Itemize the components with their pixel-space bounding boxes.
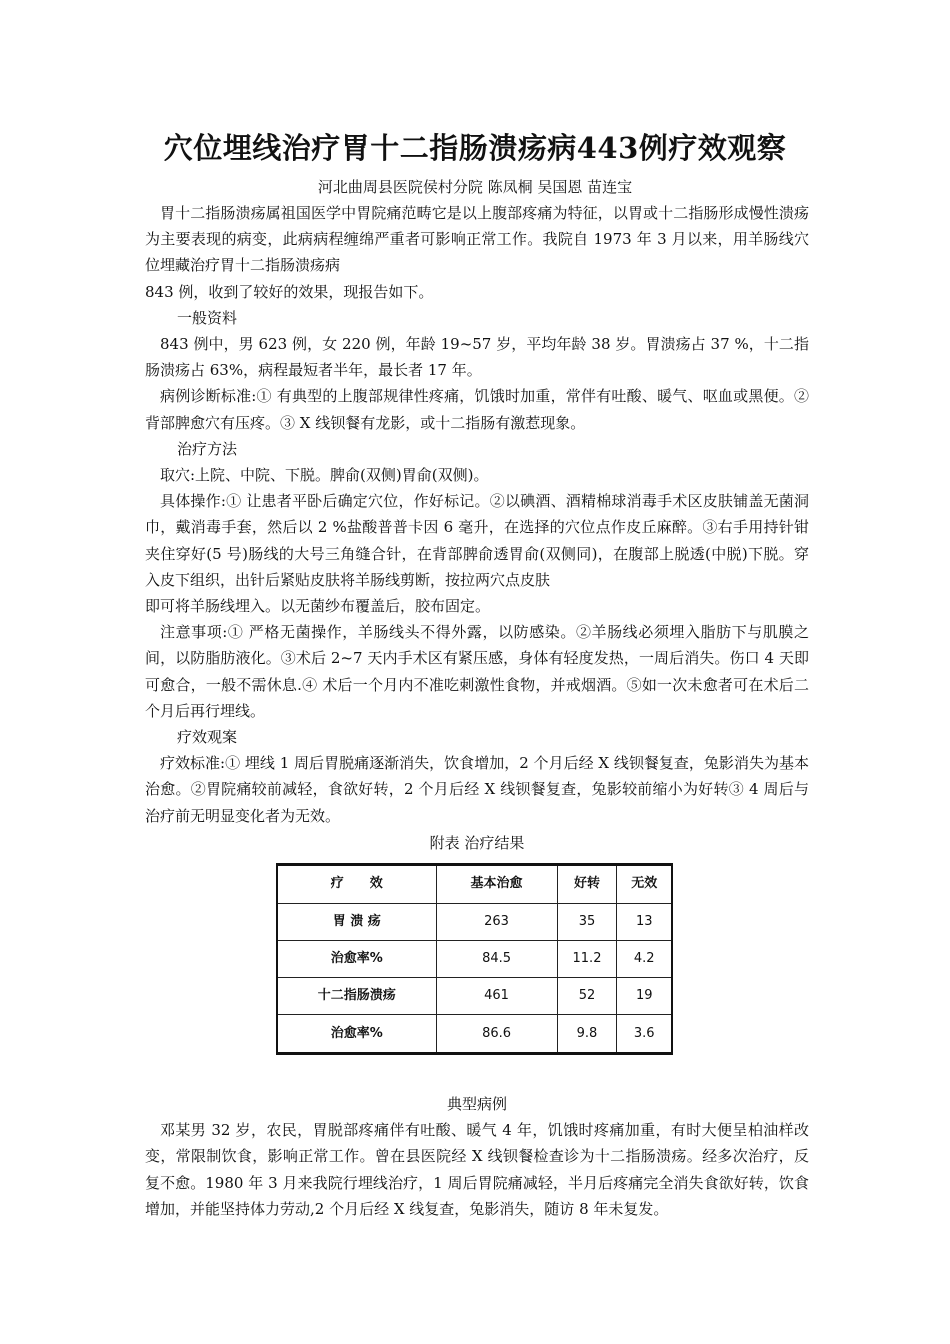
- intro-paragraph-continued: 843 例，收到了较好的效果，现报告如下。: [145, 282, 434, 301]
- results-table: [276, 863, 673, 1055]
- table-row: [277, 1015, 672, 1054]
- general-paragraph: 843 例中，男 623 例，女 220 例，年龄 19~57 岁，平均年龄 38 岁。胃溃疡占 37 %，十二指肠溃疡占 63%，病程最短者半年，最长者 17 年。: [145, 335, 809, 380]
- table-header-row: [277, 865, 672, 904]
- section-heading-effect: 疗效观案: [177, 728, 238, 747]
- table-header-cell: 好转: [557, 865, 617, 904]
- results-table-figure: [145, 856, 809, 1091]
- operation-paragraph-continued: 即可将羊肠线埋入。以无菌纱布覆盖后，胶布固定。: [145, 597, 491, 616]
- table-cell: 十二指肠溃疡: [277, 978, 436, 1015]
- table-cell: 9.8: [557, 1015, 617, 1054]
- diagnosis-paragraph: 病例诊断标准:① 有典型的上腹部规律性疼痛，饥饿时加重，常伴有吐酸、暖气、呕血或黑便。②背部脾愈穴有压疼。③ X 线钡餐有龙影，或十二指肠有激惹现象。: [145, 387, 809, 432]
- table-header-cell: 疗 效: [277, 865, 436, 904]
- operation-paragraph: 具体操作:① 让患者平卧后确定穴位，作好标记。②以碘酒、酒精棉球消毒手术区皮肤铺盖无菌洞巾，戴消毒手套，然后以 2 %盐酸普普卡因 6 毫升，在选择的穴位点作皮丘麻醉。③右手用持针钳夹住穿好(5 号)肠线的大号三角缝合针，在背部脾俞透胃俞(双侧同)，在腹部上脱透(中脱)下脱。穿入皮下组织，出针后紧贴皮肤将羊肠线剪断，按拉两穴点皮肤: [145, 492, 809, 589]
- table-header-cell: 基本治愈: [436, 865, 557, 904]
- table-row: [277, 940, 672, 977]
- intro-paragraph: 胃十二指肠溃疡属祖国医学中胃院痛范畴它是以上腹部疼痛为特征，以胃或十二指肠形成慢性溃疡为主要表现的病变，此病病程缠绵严重者可影响正常工作。我院自 1973 年 3 月以来，用羊肠线穴位埋藏治疗胃十二指肠溃疡病: [145, 204, 809, 275]
- table-cell: 13: [617, 903, 672, 940]
- table-cell: 86.6: [436, 1015, 557, 1054]
- section-heading-method: 治疗方法: [177, 439, 238, 458]
- section-heading-case: 典型病例: [446, 1095, 507, 1114]
- table-cell: 治愈率%: [277, 1015, 436, 1054]
- table-caption: 附表 治疗结果: [429, 833, 525, 852]
- table-row: [277, 978, 672, 1015]
- table-cell: 治愈率%: [277, 940, 436, 977]
- section-heading-general: 一般资料: [177, 308, 238, 327]
- case-paragraph: 邓某男 32 岁，农民，胃脱部疼痛伴有吐酸、暖气 4 年，饥饿时疼痛加重，有时大便呈柏油样改变，常限制饮食，影响正常工作。曾在县医院经 X 线钡餐检查诊为十二指肠溃疡。经多次治疗，反复不愈。1980 年 3 月来我院行埋线治疗，1 周后胃院痛减轻，半月后疼痛完全消失食欲好转，饮食增加，并能坚持体力劳动,2 个月后经 X 线复查，兔影消失，随访 8 年未复发。: [145, 1121, 809, 1218]
- table-row: [277, 903, 672, 940]
- table-cell: 263: [436, 903, 557, 940]
- table-header-cell: 无效: [617, 865, 672, 904]
- article-title: 穴位埋线治疗胃十二指肠溃疡病443例疗效观察: [163, 131, 787, 165]
- author-line: 河北曲周县医院侯村分院 陈凤桐 吴国恩 苗连宝: [317, 178, 633, 196]
- criteria-paragraph: 疗效标准:① 埋线 1 周后胃脱痛逐渐消失，饮食增加，2 个月后经 X 线钡餐复查，兔影消失为基本治愈。②胃院痛较前减轻，食欲好转，2 个月后经 X 线钡餐复查，兔影较前缩小为好转③ 4 周后与治疗前无明显变化者为无效。: [145, 754, 809, 825]
- precautions-paragraph: 注意事项:① 严格无菌操作，羊肠线头不得外露，以防感染。②羊肠线必须埋入脂肪下与肌膜之间，以防脂肪液化。③术后 2~7 天内手术区有紧压感，身体有轻度发热，一周后消失。伤口 4 天即可愈合，一般不需休息.④ 术后一个月内不准吃刺激性食物，并戒烟酒。⑤如一次未愈者可在术后二个月后再行埋线。: [145, 623, 809, 720]
- table-cell: 84.5: [436, 940, 557, 977]
- table-cell: 19: [617, 978, 672, 1015]
- table-cell: 11.2: [557, 940, 617, 977]
- table-cell: 52: [557, 978, 617, 1015]
- acupoint-paragraph: 取穴:上院、中院、下脱。脾俞(双侧)胃俞(双侧)。: [160, 466, 489, 485]
- table-cell: 4.2: [617, 940, 672, 977]
- article-body: [145, 200, 809, 1222]
- table-cell: 胃 溃 疡: [277, 903, 436, 940]
- table-cell: 461: [436, 978, 557, 1015]
- table-cell: 35: [557, 903, 617, 940]
- table-cell: 3.6: [617, 1015, 672, 1054]
